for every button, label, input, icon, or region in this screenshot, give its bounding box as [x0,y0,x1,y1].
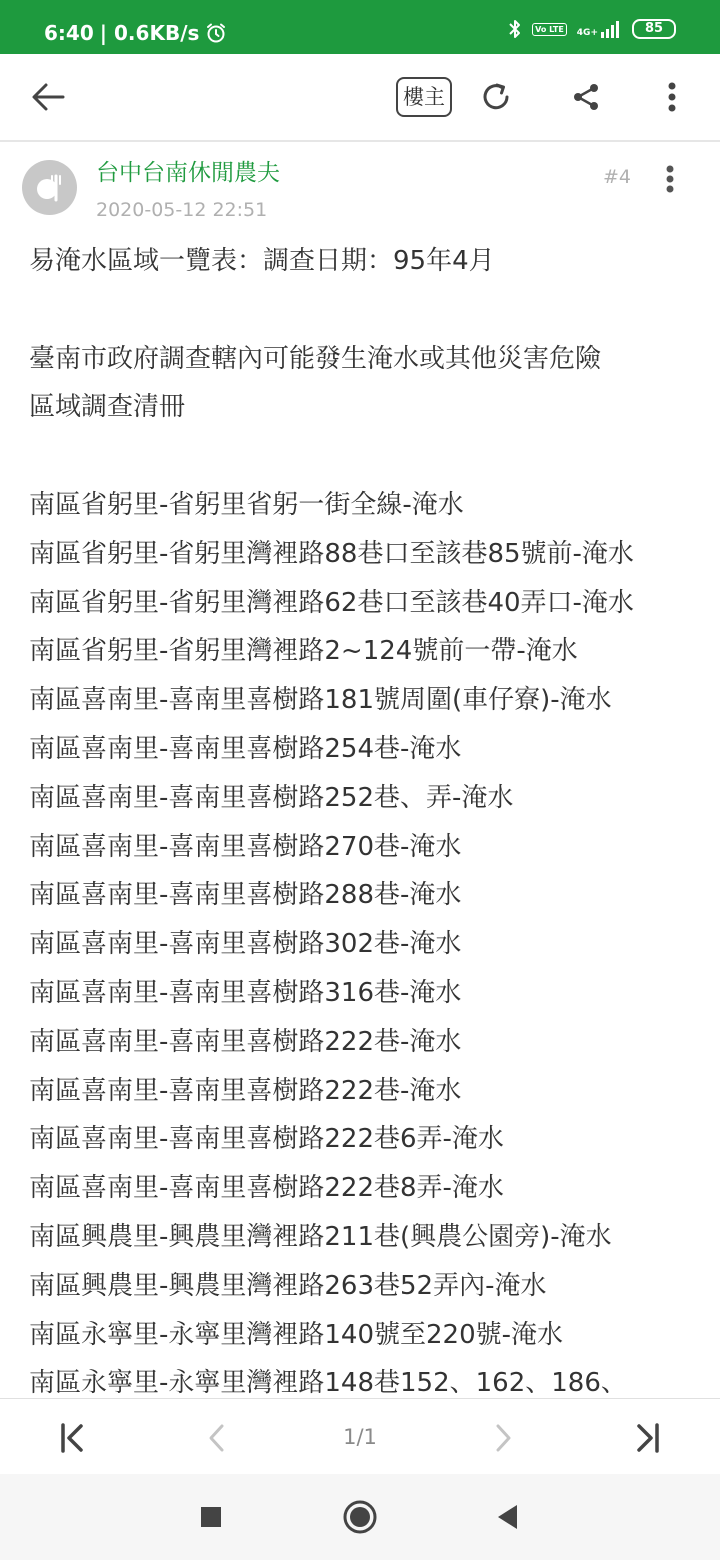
content-line: 區域調查清冊 [29,392,186,423]
next-page-button[interactable] [484,1418,524,1458]
more-menu-button[interactable] [656,77,688,117]
battery-indicator: 85 [632,19,676,39]
first-page-icon [59,1423,85,1453]
content-line: 南區喜南里-喜南里喜樹路222巷-淹水 [29,1075,462,1106]
content-line: 南區省躬里-省躬里省躬一街全線-淹水 [29,489,464,520]
home-button[interactable] [340,1497,380,1537]
last-page-button[interactable] [628,1418,668,1458]
content-blank-line [29,432,719,481]
status-left [44,21,227,45]
status-time: 6:40 [44,21,94,45]
content-line: 南區喜南里-喜南里喜樹路270巷-淹水 [29,831,462,862]
network-type: 4G+ [576,28,598,38]
share-button[interactable] [566,77,606,117]
more-vertical-icon [665,164,675,194]
content-line: 南區永寧里-永寧里灣裡路140號至220號-淹水 [29,1319,564,1350]
post-floor-number: #4 [603,166,632,188]
content-line: 南區喜南里-喜南里喜樹路288巷-淹水 [29,880,462,911]
post-author[interactable]: 台中台南休閒農夫 [96,160,280,186]
content-line: 南區喜南里-喜南里喜樹路222巷-淹水 [29,1026,462,1057]
recents-button[interactable] [196,1500,226,1534]
content-line: 南區興農里-興農里灣裡路263巷52弄內-淹水 [29,1270,547,1301]
content-line: 南區喜南里-喜南里喜樹路302巷-淹水 [29,929,462,960]
content-line: 南區省躬里-省躬里灣裡路62巷口至該巷40弄口-淹水 [29,587,634,618]
content-blank-line [29,286,719,335]
status-right [508,18,676,40]
home-circle-icon [343,1500,377,1534]
content-line: 南區喜南里-喜南里喜樹路222巷6弄-淹水 [29,1124,504,1155]
content-line: 南區省躬里-省躬里灣裡路88巷口至該巷85號前-淹水 [29,538,634,569]
op-only-button[interactable]: 樓主 [396,77,452,117]
signal-group [577,20,622,38]
content-line: 南區喜南里-喜南里喜樹路181號周圍(車仔寮)-淹水 [29,685,612,716]
content-line: 南區永寧里-永寧里灣裡路148巷152、162、186、 [29,1368,627,1395]
square-icon [200,1506,222,1528]
chevron-left-icon [206,1423,226,1453]
content-line: 南區喜南里-喜南里喜樹路252巷、弄-淹水 [29,782,514,813]
post-timestamp: 2020-05-12 22:51 [96,199,268,221]
bluetooth-icon [508,18,522,40]
status-bar [0,0,720,54]
alarm-icon [205,22,227,44]
content-line: 南區興農里-興農里灣裡路211巷(興農公園旁)-淹水 [29,1221,612,1252]
signal-icon [600,20,622,38]
content-line: 南區喜南里-喜南里喜樹路316巷-淹水 [29,977,462,1008]
refresh-icon [479,80,513,114]
volte-badge: Vo LTE [532,23,567,36]
last-page-icon [635,1423,661,1453]
triangle-back-icon [496,1504,518,1530]
default-avatar-icon [22,160,77,215]
top-toolbar [0,54,720,140]
content-line: 南區喜南里-喜南里喜樹路222巷8弄-淹水 [29,1173,504,1204]
chevron-right-icon [494,1423,514,1453]
content-line: 南區省躬里-省躬里灣裡路2~124號前一帶-淹水 [29,636,578,667]
prev-page-button[interactable] [196,1418,236,1458]
back-arrow-icon [31,82,65,112]
toolbar-divider [0,140,720,142]
share-icon [570,81,602,113]
content-line: 易淹水區域一覽表：調查日期：95年4月 [29,246,495,276]
content-line: 南區喜南里-喜南里喜樹路254巷-淹水 [29,733,462,764]
page-indicator[interactable]: 1/1 [343,1425,377,1449]
content-line: 臺南市政府調查轄內可能發生淹水或其他災害危險 [29,343,602,374]
post-content [29,237,719,1395]
avatar[interactable] [22,160,77,215]
status-speed: | 0.6KB/s [99,21,200,45]
refresh-button[interactable] [476,77,516,117]
more-vertical-icon [667,81,677,113]
post-more-button[interactable] [656,160,684,198]
first-page-button[interactable] [52,1418,92,1458]
back-nav-button[interactable] [492,1500,522,1534]
back-button[interactable] [28,77,68,117]
